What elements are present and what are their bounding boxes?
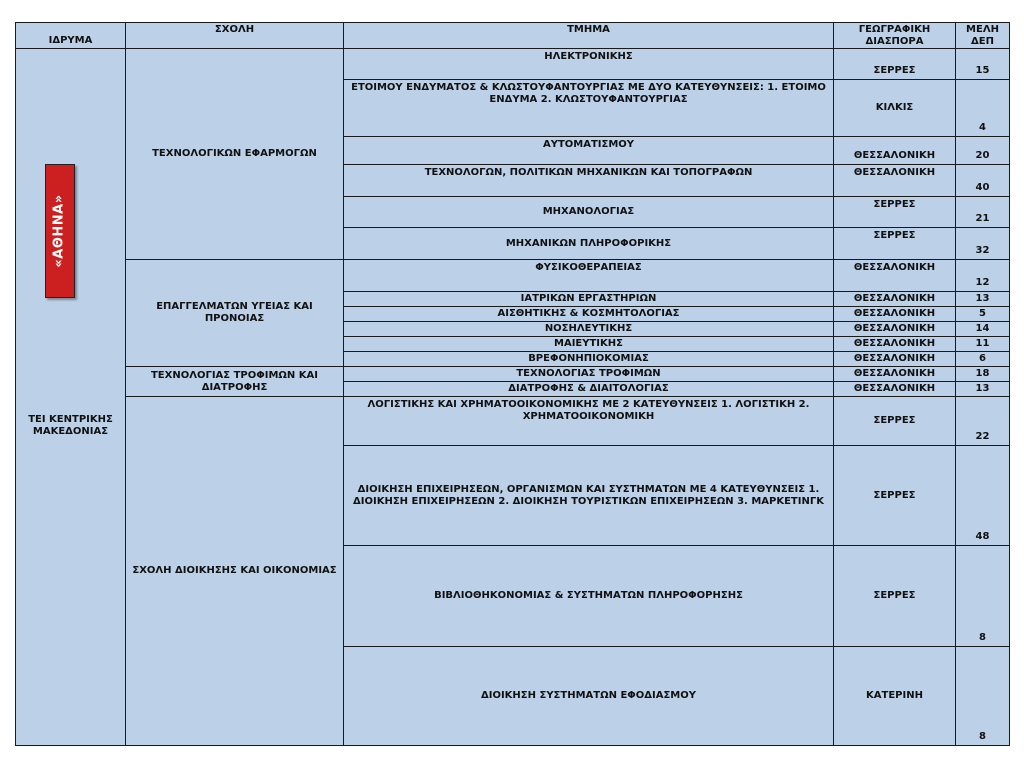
department-name: ΜΑΙΕΥΤΙΚΗΣ <box>344 336 834 351</box>
department-name: ΙΑΤΡΙΚΩΝ ΕΡΓΑΣΤΗΡΙΩΝ <box>344 291 834 306</box>
members-count: 15 <box>956 49 1010 80</box>
department-name: ΜΗΧΑΝΟΛΟΓΙΑΣ <box>344 197 834 228</box>
departments-table <box>15 22 1010 746</box>
location: ΘΕΣΣΑΛΟΝΙΚΗ <box>834 136 956 164</box>
school-administration-economics: ΣΧΟΛΗ ΔΙΟΙΚΗΣΗΣ ΚΑΙ ΟΙΚΟΝΟΜΙΑΣ <box>126 397 344 746</box>
header-school: ΣΧΟΛΗ <box>126 23 344 49</box>
department-name: ΦΥΣΙΚΟΘΕΡΑΠΕΙΑΣ <box>344 260 834 291</box>
school-food-technology: ΤΕΧΝΟΛΟΓΙΑΣ ΤΡΟΦΙΜΩΝ ΚΑΙ ΔΙΑΤΡΟΦΗΣ <box>126 367 344 397</box>
members-count: 21 <box>956 197 1010 228</box>
table-row <box>16 367 1010 382</box>
header-department: ΤΜΗΜΑ <box>344 23 834 49</box>
department-name: ΗΛΕΚΤΡΟΝΙΚΗΣ <box>344 49 834 80</box>
members-count: 32 <box>956 228 1010 260</box>
location: ΘΕΣΣΑΛΟΝΙΚΗ <box>834 352 956 367</box>
location: ΣΕΡΡΕΣ <box>834 228 956 260</box>
header-geo: ΓΕΩΓΡΑΦΙΚΗ ΔΙΑΣΠΟΡΑ <box>834 23 956 49</box>
members-count: 48 <box>956 445 1010 546</box>
location: ΣΕΡΡΕΣ <box>834 546 956 647</box>
members-count: 8 <box>956 546 1010 647</box>
members-count: 12 <box>956 260 1010 291</box>
location: ΘΕΣΣΑΛΟΝΙΚΗ <box>834 291 956 306</box>
members-count: 22 <box>956 397 1010 445</box>
athena-badge-label: «ΑΘΗΝΑ» <box>52 194 68 268</box>
department-name: ΤΕΧΝΟΛΟΓΩΝ, ΠΟΛΙΤΙΚΩΝ ΜΗΧΑΝΙΚΩΝ ΚΑΙ ΤΟΠΟΓΡΑΦΩΝ <box>344 164 834 196</box>
athena-badge <box>45 164 75 298</box>
location: ΘΕΣΣΑΛΟΝΙΚΗ <box>834 367 956 382</box>
department-name: ΔΙΑΤΡΟΦΗΣ & ΔΙΑΙΤΟΛΟΓΙΑΣ <box>344 382 834 397</box>
table-row <box>16 397 1010 445</box>
institution-cell <box>16 49 126 746</box>
department-name: ΕΤΟΙΜΟΥ ΕΝΔΥΜΑΤΟΣ & ΚΛΩΣΤΟΥΦΑΝΤΟΥΡΓΙΑΣ ΜΕ ΔΥΟ ΚΑΤΕΥΘΥΝΣΕΙΣ: 1. ΕΤΟΙΜΟ ΕΝΔΥΜΑ 2. ΚΛΩΣΤΟΥΦΑΝΤΟΥΡΓΙΑΣ <box>344 80 834 136</box>
institution-name: ΤΕΙ ΚΕΝΤΡΙΚΗΣ ΜΑΚΕΔΟΝΙΑΣ <box>28 414 113 437</box>
members-count: 13 <box>956 382 1010 397</box>
members-count: 13 <box>956 291 1010 306</box>
location: ΘΕΣΣΑΛΟΝΙΚΗ <box>834 382 956 397</box>
location: ΘΕΣΣΑΛΟΝΙΚΗ <box>834 306 956 321</box>
members-count: 40 <box>956 164 1010 196</box>
location: ΣΕΡΡΕΣ <box>834 445 956 546</box>
members-count: 4 <box>956 80 1010 136</box>
header-members: ΜΕΛΗ ΔΕΠ <box>956 23 1010 49</box>
location: ΚΙΛΚΙΣ <box>834 80 956 136</box>
header-institution: ΙΔΡΥΜΑ <box>16 23 126 49</box>
department-name: ΒΙΒΛΙΟΘΗΚΟΝΟΜΙΑΣ & ΣΥΣΤΗΜΑΤΩΝ ΠΛΗΡΟΦΟΡΗΣΗΣ <box>344 546 834 647</box>
department-name: ΝΟΣΗΛΕΥΤΙΚΗΣ <box>344 321 834 336</box>
department-name: ΔΙΟΙΚΗΣΗ ΕΠΙΧΕΙΡΗΣΕΩΝ, ΟΡΓΑΝΙΣΜΩΝ ΚΑΙ ΣΥΣΤΗΜΑΤΩΝ ΜΕ 4 ΚΑΤΕΥΘΥΝΣΕΙΣ 1. ΔΙΟΙΚΗΣΗ ΕΠΙΧΕΙΡΗΣΕΩΝ 2. ΔΙΟΙΚΗΣΗ ΤΟΥΡΙΣΤΙΚΩΝ ΕΠΙΧΕΙΡΗΣΕΩΝ 3. ΜΑΡΚΕΤΙΝΓΚ <box>344 445 834 546</box>
members-count: 6 <box>956 352 1010 367</box>
location: ΘΕΣΣΑΛΟΝΙΚΗ <box>834 164 956 196</box>
table-row <box>16 49 1010 80</box>
members-count: 5 <box>956 306 1010 321</box>
department-name: ΑΙΣΘΗΤΙΚΗΣ & ΚΟΣΜΗΤΟΛΟΓΙΑΣ <box>344 306 834 321</box>
location: ΣΕΡΡΕΣ <box>834 49 956 80</box>
department-name: ΛΟΓΙΣΤΙΚΗΣ ΚΑΙ ΧΡΗΜΑΤΟΟΙΚΟΝΟΜΙΚΗΣ ΜΕ 2 ΚΑΤΕΥΘΥΝΣΕΙΣ 1. ΛΟΓΙΣΤΙΚΗ 2. ΧΡΗΜΑΤΟΟΙΚΟΝΟΜΙΚΗ <box>344 397 834 445</box>
page <box>15 22 1009 746</box>
members-count: 20 <box>956 136 1010 164</box>
members-count: 11 <box>956 336 1010 351</box>
members-count: 14 <box>956 321 1010 336</box>
location: ΣΕΡΡΕΣ <box>834 397 956 445</box>
department-name: ΒΡΕΦΟΝΗΠΙΟΚΟΜΙΑΣ <box>344 352 834 367</box>
school-tech-applications: ΤΕΧΝΟΛΟΓΙΚΩΝ ΕΦΑΡΜΟΓΩΝ <box>126 49 344 260</box>
school-health-care: ΕΠΑΓΓΕΛΜΑΤΩΝ ΥΓΕΙΑΣ ΚΑΙ ΠΡΟΝΟΙΑΣ <box>126 260 344 367</box>
location: ΘΕΣΣΑΛΟΝΙΚΗ <box>834 260 956 291</box>
location: ΘΕΣΣΑΛΟΝΙΚΗ <box>834 336 956 351</box>
location: ΚΑΤΕΡΙΝΗ <box>834 647 956 746</box>
members-count: 18 <box>956 367 1010 382</box>
department-name: ΜΗΧΑΝΙΚΩΝ ΠΛΗΡΟΦΟΡΙΚΗΣ <box>344 228 834 260</box>
table-row <box>16 260 1010 291</box>
location: ΘΕΣΣΑΛΟΝΙΚΗ <box>834 321 956 336</box>
location: ΣΕΡΡΕΣ <box>834 197 956 228</box>
department-name: ΔΙΟΙΚΗΣΗ ΣΥΣΤΗΜΑΤΩΝ ΕΦΟΔΙΑΣΜΟΥ <box>344 647 834 746</box>
department-name: ΑΥΤΟΜΑΤΙΣΜΟΥ <box>344 136 834 164</box>
header-row <box>16 23 1010 49</box>
members-count: 8 <box>956 647 1010 746</box>
department-name: ΤΕΧΝΟΛΟΓΙΑΣ ΤΡΟΦΙΜΩΝ <box>344 367 834 382</box>
